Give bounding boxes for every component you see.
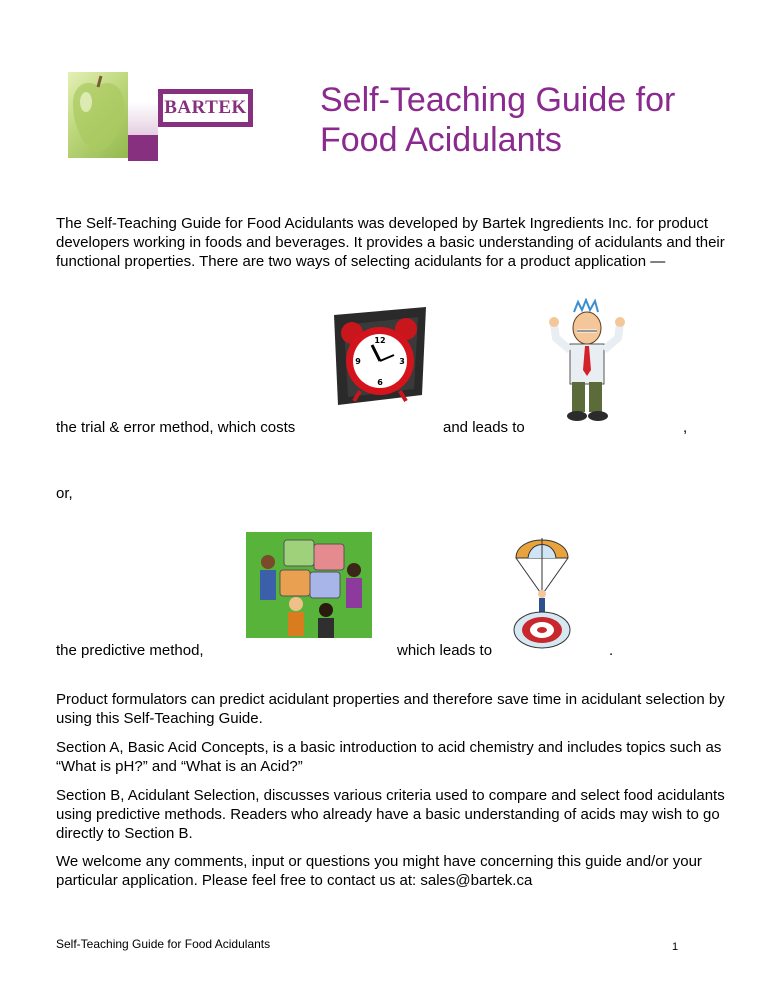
section-a-paragraph: Section A, Basic Acid Concepts, is a basic introduction to acid chemistry and includes topics such as “What is pH?” and “What is an Acid?” bbox=[56, 739, 722, 775]
contact-paragraph: We welcome any comments, input or questions you might have concerning this guide and/or your particular application. Please feel free to contact us at: sales@bartek.ca bbox=[56, 853, 702, 889]
frustrated-man-icon bbox=[548, 298, 628, 426]
svg-text:3: 3 bbox=[399, 357, 405, 366]
row1-comma: , bbox=[683, 419, 688, 436]
page-title: Self-Teaching Guide for Food Acidulants bbox=[320, 81, 676, 159]
intro-paragraph: The Self-Teaching Guide for Food Acidulants was developed by Bartek Ingredients Inc. for product developers working in foods and beverages. It provides a basic understanding of acidulants and their functional properties. There are two ways of selecting acidulants for a product application — bbox=[56, 215, 725, 270]
svg-text:9: 9 bbox=[355, 357, 361, 366]
footer-title: Self-Teaching Guide for Food Acidulants bbox=[56, 937, 271, 951]
logo-apple-image bbox=[68, 72, 128, 158]
svg-text:12: 12 bbox=[374, 336, 386, 345]
page-number: 1 bbox=[672, 941, 679, 953]
leads-to-text-2: which leads to bbox=[397, 642, 493, 659]
trial-error-text: the trial & error method, which costs bbox=[56, 419, 296, 436]
logo-accent-light bbox=[128, 102, 158, 135]
predictive-method-text: the predictive method, bbox=[56, 642, 204, 659]
logo-accent-square bbox=[128, 135, 158, 161]
section-b-paragraph: Section B, Acidulant Selection, discusses various criteria used to compare and select food acidulants using predictive methods. Readers who already have a basic understanding of acids may wish to go directly to Section B. bbox=[56, 787, 725, 842]
leads-to-text-1: and leads to bbox=[443, 419, 525, 436]
logo-wordmark bbox=[163, 94, 248, 122]
svg-text:6: 6 bbox=[377, 378, 383, 387]
puzzle-team-icon bbox=[246, 532, 372, 638]
logo-text: BARTEK bbox=[164, 97, 247, 118]
or-text: or, bbox=[56, 485, 73, 502]
alarm-clock-icon bbox=[330, 305, 430, 410]
parachute-target-icon bbox=[502, 528, 582, 654]
row2-period: . bbox=[609, 642, 614, 659]
predict-paragraph: Product formulators can predict acidulant properties and therefore save time in acidulant selection by using this Self-Teaching Guide. bbox=[56, 691, 725, 727]
